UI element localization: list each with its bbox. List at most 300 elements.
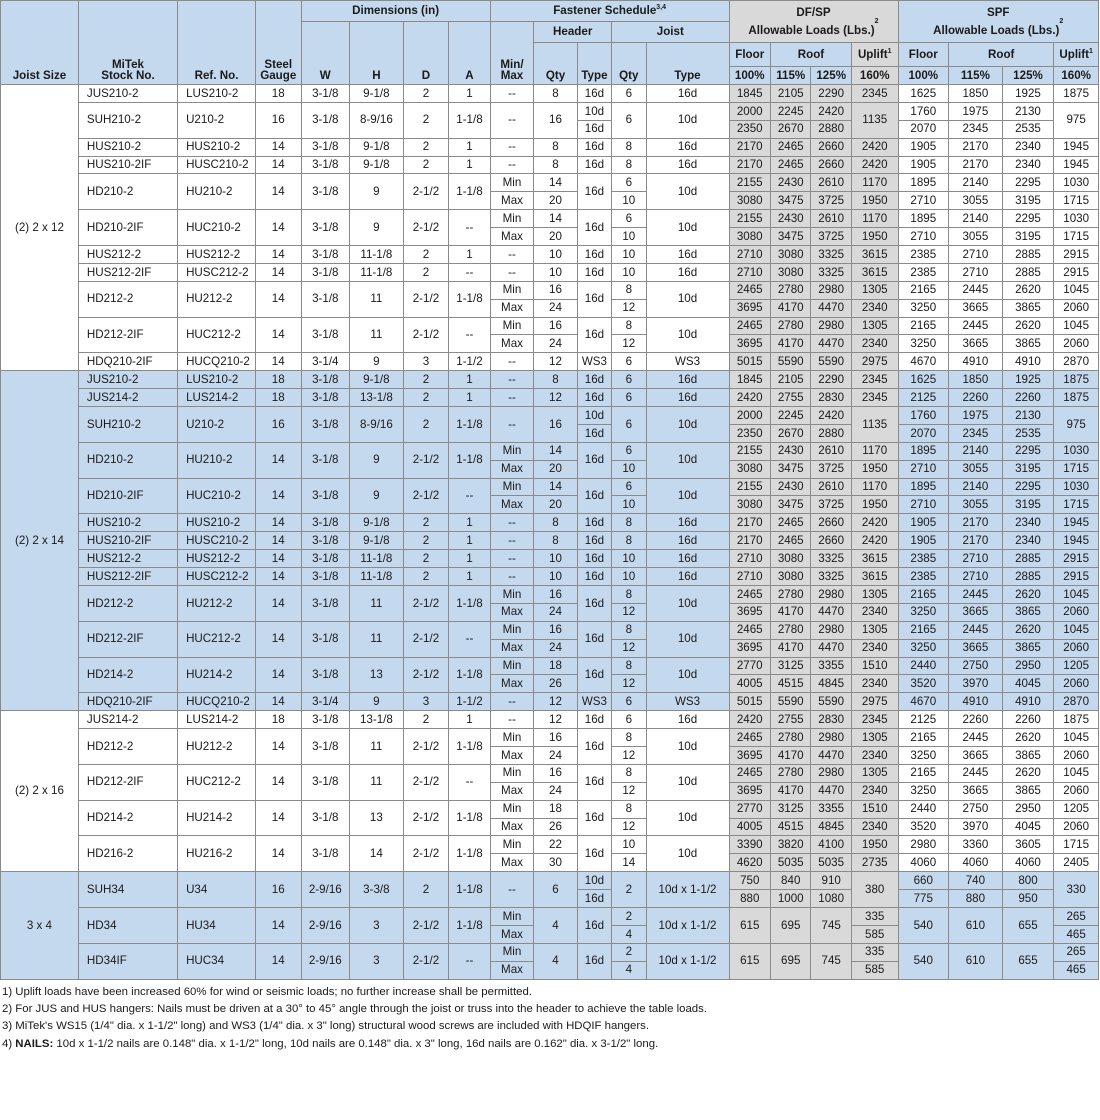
spf-load-cell: 2165 <box>898 585 949 603</box>
stock-no-cell: JUS214-2 <box>78 389 177 407</box>
header-header-qty: Qty <box>534 43 578 85</box>
dfsp-load-cell: 5590 <box>811 693 851 711</box>
w-cell: 3-1/8 <box>301 389 350 407</box>
hq-cell: 14 <box>534 442 578 460</box>
dfsp-load-cell: 5590 <box>811 353 851 371</box>
hq-cell: 14 <box>534 174 578 192</box>
dfsp-load-cell: 2340 <box>851 335 898 353</box>
dfsp-load-cell: 750 <box>729 872 770 890</box>
spf-load-cell: 2060 <box>1054 639 1099 657</box>
spf-load-cell: 800 <box>1002 872 1054 890</box>
dfsp-load-cell: 4515 <box>770 818 810 836</box>
mm-cell: -- <box>490 693 534 711</box>
h-cell: 9-1/8 <box>350 514 404 532</box>
h-cell: 14 <box>350 836 404 872</box>
gauge-cell: 14 <box>255 532 301 550</box>
dfsp-load-cell: 2980 <box>811 764 851 782</box>
dfsp-load-cell: 2420 <box>851 514 898 532</box>
mm-cell: Max <box>490 854 534 872</box>
h-cell: 3-3/8 <box>350 872 404 908</box>
dfsp-load-cell: 3080 <box>729 460 770 478</box>
spf-load-cell: 880 <box>949 890 1003 908</box>
dfsp-load-cell: 3080 <box>770 550 810 568</box>
dfsp-load-cell: 2770 <box>729 800 770 818</box>
a-cell: 1-1/8 <box>449 836 491 872</box>
ht-cell: 16d <box>577 120 611 138</box>
spf-load-cell: 2140 <box>949 210 1003 228</box>
jt-cell: 10d <box>646 102 729 138</box>
header-spf-115: 115% <box>949 67 1003 85</box>
jq-cell: 8 <box>612 532 646 550</box>
spf-load-cell: 1895 <box>898 174 949 192</box>
spf-load-cell: 610 <box>949 943 1003 979</box>
spf-load-cell: 2440 <box>898 800 949 818</box>
spf-load-cell: 2165 <box>898 729 949 747</box>
w-cell: 3-1/8 <box>301 263 350 281</box>
d-cell: 2 <box>403 532 449 550</box>
w-cell: 3-1/8 <box>301 514 350 532</box>
spf-load-cell: 2130 <box>1002 102 1054 120</box>
spf-load-cell: 2060 <box>1054 299 1099 317</box>
ref-no-cell: HU214-2 <box>178 657 256 693</box>
h-cell: 9 <box>350 174 404 210</box>
mm-cell: Min <box>490 174 534 192</box>
spf-load-cell: 4910 <box>949 693 1003 711</box>
spf-load-cell: 1625 <box>898 371 949 389</box>
spf-load-cell: 2915 <box>1054 568 1099 586</box>
gauge-cell: 14 <box>255 442 301 478</box>
spf-load-cell: 540 <box>898 907 949 943</box>
spf-load-cell: 4670 <box>898 693 949 711</box>
spf-load-cell: 3250 <box>898 746 949 764</box>
spf-load-cell: 2340 <box>1002 138 1054 156</box>
mm-cell: Min <box>490 478 534 496</box>
footnote-heading: NAILS: <box>15 1037 54 1050</box>
dfsp-load-cell: 1305 <box>851 621 898 639</box>
hq-cell: 24 <box>534 782 578 800</box>
spf-load-cell: 775 <box>898 890 949 908</box>
spf-load-cell: 4060 <box>898 854 949 872</box>
gauge-cell: 14 <box>255 138 301 156</box>
spf-load-cell: 2060 <box>1054 675 1099 693</box>
table-row <box>1 210 1099 228</box>
jq-cell: 12 <box>612 335 646 353</box>
dfsp-load-cell: 1950 <box>851 496 898 514</box>
w-cell: 3-1/8 <box>301 568 350 586</box>
dfsp-load-cell: 2420 <box>851 156 898 174</box>
mm-cell: Max <box>490 925 534 943</box>
h-cell: 11-1/8 <box>350 263 404 281</box>
dfsp-load-cell: 2170 <box>729 138 770 156</box>
ht-cell: WS3 <box>577 693 611 711</box>
dfsp-uplift-cell: 335 <box>851 943 898 961</box>
header-a: A <box>449 22 491 85</box>
a-cell: 1-1/8 <box>449 907 491 943</box>
dfsp-load-cell: 5015 <box>729 353 770 371</box>
dfsp-load-cell: 2465 <box>770 532 810 550</box>
table-row <box>1 800 1099 818</box>
hq-cell: 8 <box>534 85 578 103</box>
dfsp-load-cell: 2350 <box>729 424 770 442</box>
d-cell: 2 <box>403 156 449 174</box>
spf-load-cell: 2340 <box>1002 532 1054 550</box>
jq-cell: 10 <box>612 460 646 478</box>
jq-cell: 8 <box>612 764 646 782</box>
dfsp-load-cell: 3725 <box>811 496 851 514</box>
footnote <box>2 1036 1100 1053</box>
jq-cell: 8 <box>612 317 646 335</box>
dfsp-load-cell: 3080 <box>770 263 810 281</box>
dfsp-load-cell: 3725 <box>811 192 851 210</box>
spf-load-cell: 1045 <box>1054 281 1099 299</box>
table-row <box>1 317 1099 335</box>
footnote-text: 10d x 1-1/2 nails are 0.148" dia. x 1-1/2" long, 10d nails are 0.148" dia. x 3" long, 16d nails are 0.162" dia. x 3-1/2" long. <box>53 1037 659 1050</box>
dfsp-load-cell: 2610 <box>811 174 851 192</box>
d-cell: 2 <box>403 371 449 389</box>
hq-cell: 14 <box>534 478 578 496</box>
mm-cell: -- <box>490 102 534 138</box>
ht-cell: 16d <box>577 568 611 586</box>
hq-cell: 16 <box>534 729 578 747</box>
hq-cell: 20 <box>534 228 578 246</box>
stock-no-cell: SUH210-2 <box>78 102 177 138</box>
dfsp-uplift-cell: 585 <box>851 925 898 943</box>
dfsp-load-cell: 3080 <box>729 228 770 246</box>
spf-load-cell: 3195 <box>1002 228 1054 246</box>
dfsp-load-cell: 4170 <box>770 639 810 657</box>
d-cell: 2 <box>403 389 449 407</box>
spf-load-cell: 1715 <box>1054 228 1099 246</box>
ref-no-cell: LUS214-2 <box>178 711 256 729</box>
hq-cell: 26 <box>534 818 578 836</box>
spf-load-cell: 3865 <box>1002 746 1054 764</box>
dfsp-load-cell: 5015 <box>729 693 770 711</box>
spf-load-cell: 1975 <box>949 407 1003 425</box>
dfsp-load-cell: 2465 <box>729 729 770 747</box>
hq-cell: 18 <box>534 800 578 818</box>
dfsp-load-cell: 2350 <box>729 120 770 138</box>
stock-no-cell: JUS210-2 <box>78 371 177 389</box>
dfsp-load-cell: 4005 <box>729 818 770 836</box>
spf-load-cell: 1760 <box>898 102 949 120</box>
ref-no-cell: HUSC212-2 <box>178 568 256 586</box>
spf-load-cell: 1875 <box>1054 389 1099 407</box>
header-dfsp-160: 160% <box>851 67 898 85</box>
dfsp-load-cell: 2980 <box>811 621 851 639</box>
spf-load-cell: 1850 <box>949 85 1003 103</box>
hq-cell: 8 <box>534 532 578 550</box>
joist-size-cell: 3 x 4 <box>1 872 79 979</box>
w-cell: 2-9/16 <box>301 943 350 979</box>
dfsp-load-cell: 615 <box>729 943 770 979</box>
spf-load-cell: 660 <box>898 872 949 890</box>
header-w: W <box>301 22 350 85</box>
stock-no-cell: HD212-2 <box>78 281 177 317</box>
mm-cell: -- <box>490 711 534 729</box>
spf-load-cell: 1905 <box>898 156 949 174</box>
spf-load-cell: 2385 <box>898 246 949 264</box>
jt-cell: 10d <box>646 585 729 621</box>
a-cell: -- <box>449 621 491 657</box>
jq-cell: 8 <box>612 585 646 603</box>
header-spf-100: 100% <box>898 67 949 85</box>
dfsp-load-cell: 2340 <box>851 782 898 800</box>
spf-load-cell: 3195 <box>1002 460 1054 478</box>
h-cell: 11 <box>350 317 404 353</box>
mm-cell: Min <box>490 621 534 639</box>
gauge-cell: 14 <box>255 156 301 174</box>
dfsp-load-cell: 3080 <box>770 568 810 586</box>
dfsp-load-cell: 1305 <box>851 281 898 299</box>
spf-load-cell: 3250 <box>898 299 949 317</box>
spf-load-cell: 2060 <box>1054 603 1099 621</box>
jq-cell: 6 <box>612 442 646 460</box>
dfsp-load-cell: 2430 <box>770 174 810 192</box>
dfsp-load-cell: 2420 <box>729 711 770 729</box>
dfsp-load-cell: 3325 <box>811 263 851 281</box>
dfsp-load-cell: 2345 <box>851 711 898 729</box>
spf-load-cell: 1045 <box>1054 729 1099 747</box>
w-cell: 3-1/8 <box>301 442 350 478</box>
a-cell: -- <box>449 210 491 246</box>
h-cell: 13-1/8 <box>350 389 404 407</box>
d-cell: 2-1/2 <box>403 729 449 765</box>
hq-cell: 16 <box>534 407 578 443</box>
ref-no-cell: HUCQ210-2 <box>178 693 256 711</box>
spf-load-cell: 1895 <box>898 478 949 496</box>
spf-load-cell: 2710 <box>949 246 1003 264</box>
jq-cell: 10 <box>612 263 646 281</box>
dfsp-load-cell: 4100 <box>811 836 851 854</box>
spf-load-cell: 2885 <box>1002 550 1054 568</box>
dfsp-load-cell: 2465 <box>729 621 770 639</box>
dfsp-load-cell: 2660 <box>811 138 851 156</box>
a-cell: 1 <box>449 389 491 407</box>
hq-cell: 20 <box>534 192 578 210</box>
dfsp-load-cell: 1080 <box>811 890 851 908</box>
spf-load-cell: 2710 <box>898 460 949 478</box>
w-cell: 3-1/8 <box>301 478 350 514</box>
spf-load-cell: 3865 <box>1002 639 1054 657</box>
dfsp-load-cell: 1170 <box>851 478 898 496</box>
header-dfsp-uplift: Uplift$^1$ <box>851 43 898 67</box>
ht-cell: 10d <box>577 407 611 425</box>
dfsp-load-cell: 615 <box>729 907 770 943</box>
spf-load-cell: 3195 <box>1002 496 1054 514</box>
mm-cell: Min <box>490 907 534 925</box>
dfsp-load-cell: 2660 <box>811 156 851 174</box>
dfsp-load-cell: 3080 <box>729 192 770 210</box>
ht-cell: 16d <box>577 711 611 729</box>
dfsp-load-cell: 1305 <box>851 317 898 335</box>
a-cell: 1-1/8 <box>449 872 491 908</box>
table-row <box>1 246 1099 264</box>
dfsp-uplift-cell: 1135 <box>851 102 898 138</box>
mm-cell: -- <box>490 532 534 550</box>
table-row <box>1 514 1099 532</box>
spf-load-cell: 1905 <box>898 532 949 550</box>
spf-load-cell: 2060 <box>1054 782 1099 800</box>
footnote-number: 4) <box>2 1037 16 1050</box>
dfsp-load-cell: 2000 <box>729 102 770 120</box>
spf-load-cell: 2950 <box>1002 657 1054 675</box>
dfsp-load-cell: 4470 <box>811 782 851 800</box>
spf-load-cell: 1045 <box>1054 764 1099 782</box>
ht-cell: 16d <box>577 85 611 103</box>
dfsp-load-cell: 2420 <box>729 389 770 407</box>
dfsp-load-cell: 4005 <box>729 675 770 693</box>
w-cell: 3-1/8 <box>301 210 350 246</box>
dfsp-load-cell: 4845 <box>811 675 851 693</box>
gauge-cell: 14 <box>255 317 301 353</box>
w-cell: 3-1/8 <box>301 102 350 138</box>
gauge-cell: 14 <box>255 657 301 693</box>
gauge-cell: 18 <box>255 389 301 407</box>
ht-cell: 16d <box>577 514 611 532</box>
spf-uplift-cell: 265 <box>1054 943 1099 961</box>
mm-cell: Max <box>490 961 534 979</box>
dfsp-load-cell: 3475 <box>770 228 810 246</box>
spf-load-cell: 2340 <box>1002 156 1054 174</box>
d-cell: 2-1/2 <box>403 210 449 246</box>
jt-cell: 10d <box>646 407 729 443</box>
spf-load-cell: 1715 <box>1054 460 1099 478</box>
spf-load-cell: 2295 <box>1002 174 1054 192</box>
dfsp-uplift-cell: 335 <box>851 907 898 925</box>
jq-cell: 12 <box>612 299 646 317</box>
w-cell: 3-1/8 <box>301 621 350 657</box>
a-cell: 1-1/8 <box>449 281 491 317</box>
spf-load-cell: 2295 <box>1002 210 1054 228</box>
dfsp-load-cell: 1305 <box>851 585 898 603</box>
w-cell: 3-1/8 <box>301 585 350 621</box>
spf-load-cell: 1760 <box>898 407 949 425</box>
mm-cell: Max <box>490 192 534 210</box>
spf-load-cell: 3865 <box>1002 299 1054 317</box>
jq-cell: 10 <box>612 836 646 854</box>
dfsp-load-cell: 2340 <box>851 299 898 317</box>
a-cell: -- <box>449 263 491 281</box>
table-row <box>1 389 1099 407</box>
spf-load-cell: 950 <box>1002 890 1054 908</box>
d-cell: 2-1/2 <box>403 585 449 621</box>
header-ref-no: Ref. No. <box>178 1 256 85</box>
h-cell: 13 <box>350 800 404 836</box>
spf-load-cell: 2445 <box>949 621 1003 639</box>
spf-load-cell: 2125 <box>898 711 949 729</box>
spf-load-cell: 3250 <box>898 639 949 657</box>
dfsp-load-cell: 4170 <box>770 746 810 764</box>
ht-cell: 16d <box>577 621 611 657</box>
spf-load-cell: 2915 <box>1054 263 1099 281</box>
spf-load-cell: 1715 <box>1054 192 1099 210</box>
dfsp-load-cell: 1950 <box>851 836 898 854</box>
a-cell: 1-1/8 <box>449 407 491 443</box>
dfsp-load-cell: 5590 <box>770 353 810 371</box>
w-cell: 3-1/4 <box>301 693 350 711</box>
table-row <box>1 478 1099 496</box>
jq-cell: 6 <box>612 478 646 496</box>
hq-cell: 20 <box>534 496 578 514</box>
h-cell: 11 <box>350 729 404 765</box>
spf-load-cell: 3665 <box>949 603 1003 621</box>
dfsp-load-cell: 2105 <box>770 85 810 103</box>
jq-cell: 10 <box>612 496 646 514</box>
h-cell: 9 <box>350 210 404 246</box>
ref-no-cell: HU34 <box>178 907 256 943</box>
dfsp-load-cell: 3695 <box>729 603 770 621</box>
dfsp-load-cell: 3325 <box>811 246 851 264</box>
dfsp-load-cell: 745 <box>811 943 851 979</box>
dfsp-load-cell: 2340 <box>851 603 898 621</box>
jt-cell: 16d <box>646 389 729 407</box>
dfsp-load-cell: 2420 <box>851 138 898 156</box>
header-h: H <box>350 22 404 85</box>
dfsp-load-cell: 2245 <box>770 407 810 425</box>
dfsp-load-cell: 2735 <box>851 854 898 872</box>
jt-cell: 10d <box>646 836 729 872</box>
dfsp-load-cell: 3475 <box>770 496 810 514</box>
spf-load-cell: 2885 <box>1002 568 1054 586</box>
mm-cell: -- <box>490 872 534 908</box>
spf-load-cell: 2295 <box>1002 442 1054 460</box>
dfsp-load-cell: 3390 <box>729 836 770 854</box>
spf-load-cell: 2620 <box>1002 317 1054 335</box>
dfsp-load-cell: 2465 <box>729 764 770 782</box>
h-cell: 9-1/8 <box>350 138 404 156</box>
spf-load-cell: 2140 <box>949 442 1003 460</box>
dfsp-load-cell: 2430 <box>770 478 810 496</box>
dfsp-load-cell: 2975 <box>851 693 898 711</box>
stock-no-cell: HD212-2IF <box>78 764 177 800</box>
jq-cell: 6 <box>612 353 646 371</box>
dfsp-load-cell: 2980 <box>811 317 851 335</box>
d-cell: 2 <box>403 514 449 532</box>
spf-load-cell: 3665 <box>949 299 1003 317</box>
stock-no-cell: HUS212-2IF <box>78 568 177 586</box>
jt-cell: 16d <box>646 514 729 532</box>
spf-uplift-cell: 465 <box>1054 925 1099 943</box>
ht-cell: 16d <box>577 657 611 693</box>
spf-load-cell: 2535 <box>1002 120 1054 138</box>
d-cell: 2-1/2 <box>403 442 449 478</box>
w-cell: 3-1/8 <box>301 138 350 156</box>
dfsp-load-cell: 2465 <box>770 138 810 156</box>
dfsp-load-cell: 2340 <box>851 746 898 764</box>
mm-cell: -- <box>490 550 534 568</box>
gauge-cell: 14 <box>255 568 301 586</box>
header-spf-160: 160% <box>1054 67 1099 85</box>
dfsp-load-cell: 4470 <box>811 639 851 657</box>
spf-load-cell: 2260 <box>949 389 1003 407</box>
stock-no-cell: HD216-2 <box>78 836 177 872</box>
ht-cell: 16d <box>577 174 611 210</box>
a-cell: 1 <box>449 514 491 532</box>
dfsp-load-cell: 3725 <box>811 460 851 478</box>
ht-cell: 16d <box>577 585 611 621</box>
table-header <box>1 1 1099 85</box>
stock-no-cell: HUS210-2IF <box>78 156 177 174</box>
spf-load-cell: 3970 <box>949 818 1003 836</box>
dfsp-load-cell: 1305 <box>851 764 898 782</box>
spf-load-cell: 4910 <box>949 353 1003 371</box>
dfsp-load-cell: 3080 <box>770 246 810 264</box>
jt-cell: 10d <box>646 800 729 836</box>
ht-cell: 10d <box>577 872 611 890</box>
dfsp-load-cell: 2155 <box>729 478 770 496</box>
dfsp-load-cell: 1170 <box>851 210 898 228</box>
a-cell: 1 <box>449 568 491 586</box>
